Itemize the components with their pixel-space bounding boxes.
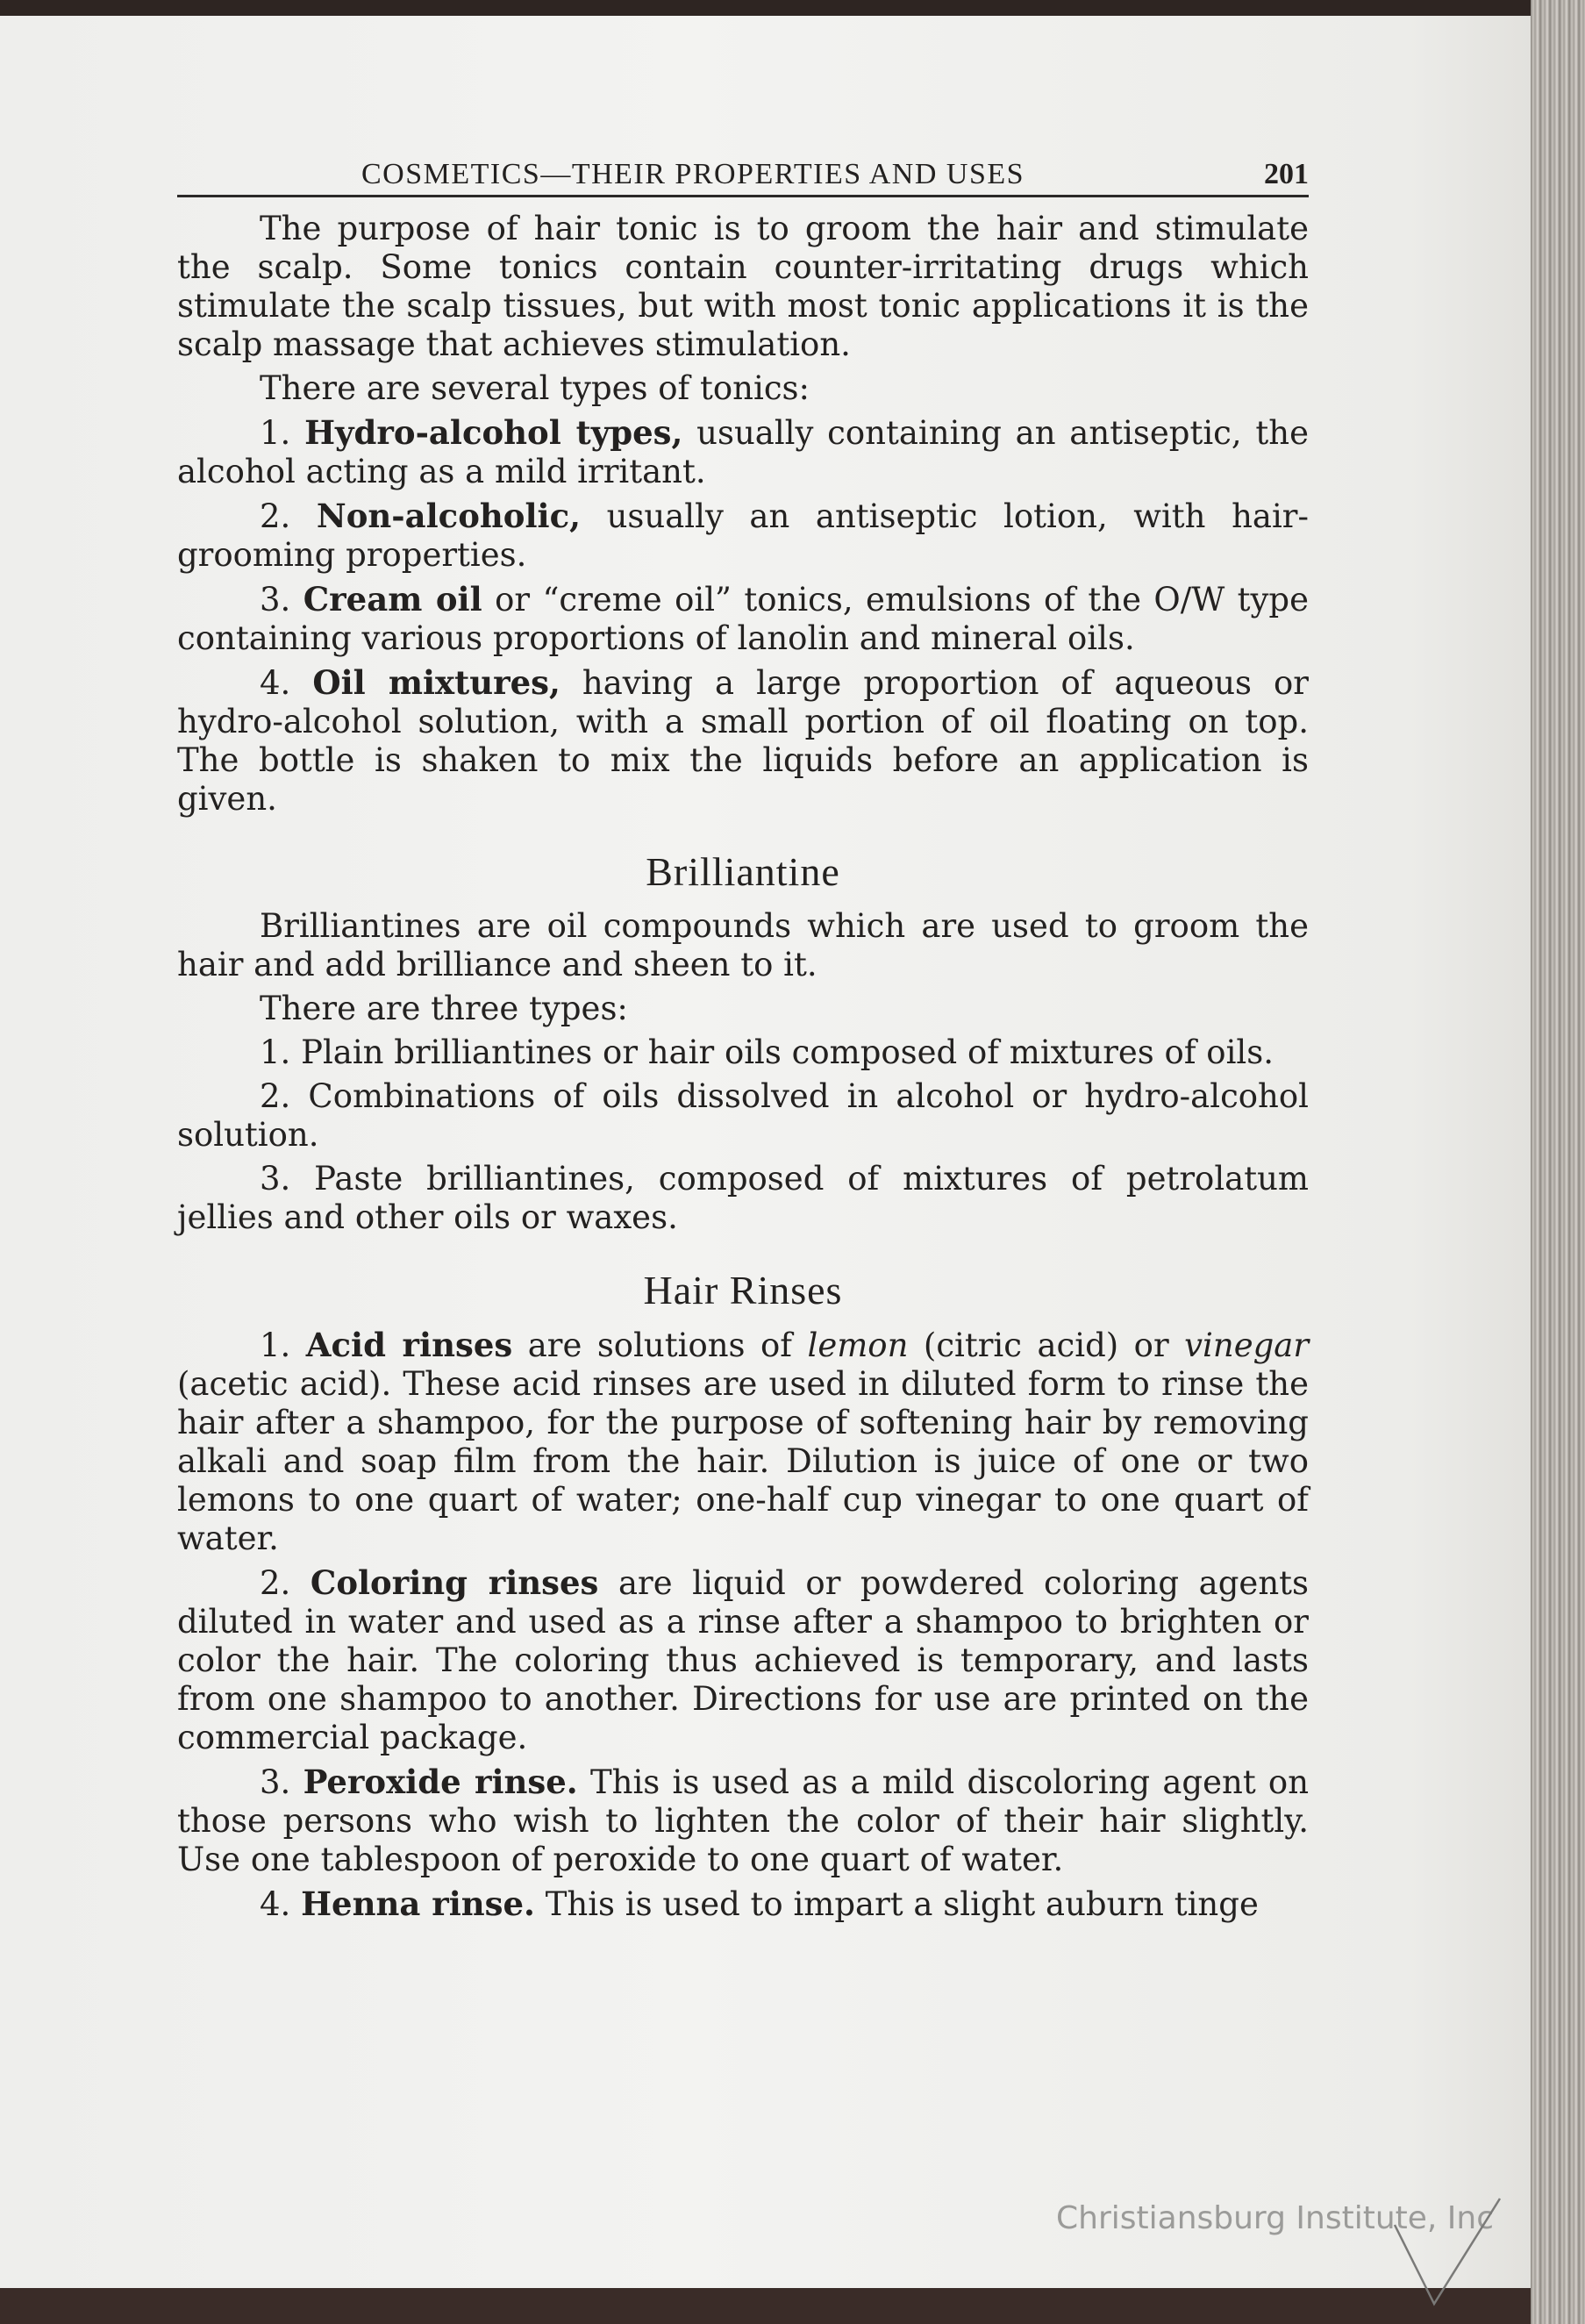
tonic-item [177,663,1309,819]
brilliantine-item: 3. Paste brilliantines, composed of mixtures of petrolatum jellies and other oils or waxes. [177,1160,1309,1236]
item-text: This is used as a mild discoloring agent on those persons who wish to lighten the color of their hair slightly. Use one tablespoon of peroxide to one quart of water. [177,1763,1310,1878]
item-text: This is used to impart a slight auburn tinge [545,1885,1259,1923]
watermark-text: Christiansburg Institute, Inc [1056,2200,1495,2236]
item-number: 1. [260,1326,291,1364]
item-term: Oil mixtures, [312,663,560,702]
item-text: are liquid or powdered coloring agents diluted in water and used as a rinse after a shampoo to brighten or color the hair. The coloring thus achieved is temporary, and lasts from one shampoo to another. Directions for use are printed on the commercial package. [177,1564,1309,1756]
body-text [177,210,1309,1924]
rinse-item [177,1326,1309,1558]
page-content [177,147,1309,1929]
item-number: 4. [260,664,291,702]
running-title: COSMETICS—THEIR PROPERTIES AND USES [361,158,1025,190]
item-number: 2. [260,1564,291,1602]
item-term: Acid rinses [305,1326,513,1364]
brilliantine-types-intro: There are three types: [260,990,628,1027]
tonic-item [177,497,1309,575]
item-text: usually an antiseptic lotion, with hair-grooming properties. [177,497,1309,574]
item-number: 2. [260,497,291,535]
item-text: having a large proportion of aqueous or hydro-alcohol solution, with a small portion of oil floating on top. The bottle is shaken to mix the liquids before an application is given. [177,664,1309,818]
item-term: Hydro-alcohol types, [304,413,683,452]
item-text: usually containing an antiseptic, the alcohol acting as a mild irritant. [177,414,1309,490]
tonic-intro-paragraph: The purpose of hair tonic is to groom the hair and stimulate the scalp. Some tonics contain counter-irritating drugs which stimulate the scalp tissues, but with most tonic applications it is the scalp massage that achieves stimulation. [177,210,1309,363]
item-term: Non-alcoholic, [316,497,581,535]
watermark-mark-icon [1386,2190,1517,2313]
page-number: 201 [1264,158,1309,190]
item-term: Peroxide rinse. [303,1763,578,1801]
item-term: Henna rinse. [301,1884,535,1923]
item-text: (citric acid) or [923,1326,1169,1364]
hair-rinses-heading: Hair Rinses [643,1268,843,1312]
item-number: 3. [260,1763,291,1801]
item-term: Cream oil [303,580,482,619]
running-head [177,147,1309,197]
item-number: 4. [260,1885,291,1923]
tonic-types-intro: There are several types of tonics: [260,369,810,407]
book-bottom-edge [0,2288,1531,2324]
item-text: are solutions of [527,1326,792,1364]
item-text: or “creme oil” tonics, emulsions of the O/W type containing various proportions of lanolin and mineral oils. [177,581,1310,657]
lemon-term: lemon [807,1326,909,1364]
book-page-edges [1531,0,1585,2324]
item-number: 3. [260,581,291,619]
brilliantine-item: 1. Plain brilliantines or hair oils composed of mixtures of oils. [260,1033,1274,1071]
item-number: 1. [260,414,291,452]
vinegar-term: vinegar [1184,1326,1310,1364]
item-text: (acetic acid). These acid rinses are used in diluted form to rinse the hair after a shampoo, for the purpose of softening hair by removing alkali and soap film from the hair. Dilution is juice of one or two lemons to one quart of water; one-half cup vinegar to one quart of water. [177,1365,1309,1557]
rinse-item [177,1563,1309,1757]
brilliantine-heading: Brilliantine [646,849,840,894]
brilliantine-intro-paragraph: Brilliantines are oil compounds which are used to groom the hair and add brilliance and sheen to it. [177,907,1309,983]
rinse-item [177,1763,1309,1879]
item-term: Coloring rinses [310,1563,599,1602]
rinse-item [177,1884,1309,1924]
tonic-item [177,413,1309,491]
brilliantine-item: 2. Combinations of oils dissolved in alcohol or hydro-alcohol solution. [177,1077,1309,1154]
tonic-item [177,580,1309,658]
